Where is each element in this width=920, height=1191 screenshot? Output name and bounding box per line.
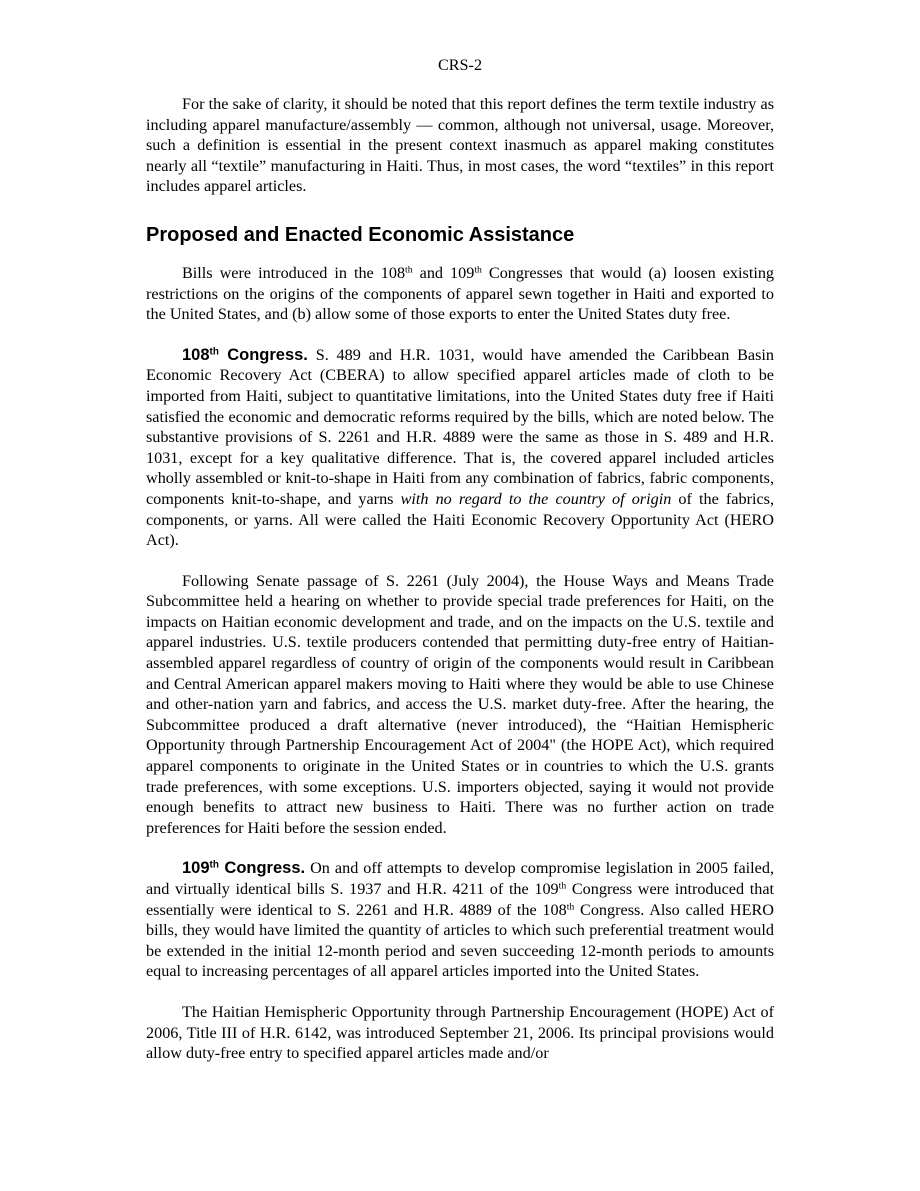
run-in-heading-109th (182, 859, 305, 877)
paragraph-bills-introduced (146, 263, 774, 325)
text-run: Congress. (218, 345, 308, 364)
run-in-heading-108th (182, 346, 308, 364)
text-run: S. 489 and H.R. 1031, would have amended the Caribbean Basin Economic Recovery Act (CBERA) to allow specified apparel articles made of cloth to be imported from Haiti, subject to quantitative limitations, into the United States duty free if Haiti satisfied the economic and democratic reforms required by the bills, which are noted below. The substantive provisions of S. 2261 and H.R. 4889 were the same as those in S. 489 and H.R. 1031, except for a key qualitative difference. That is, the covered apparel included articles wholly assembled or knit-to-shape in Haiti from any combination of fabrics, fabric components, components knit-to-shape, and yarns (146, 345, 774, 508)
text-run: Congress. (218, 859, 306, 878)
text-run: and 109 (412, 263, 475, 282)
text-run: Congresses that would (a) loosen existing restrictions on the origins of the components of apparel sewn together in Haiti and exported to the United States, and (b) allow some of those exports to enter the United States duty free. (146, 263, 775, 324)
paragraph-108th-congress (146, 345, 774, 551)
page-number-header: CRS-2 (437, 56, 483, 74)
superscript: th (405, 264, 413, 276)
text-run: Congress were introduced that essentially were identical to S. 2261 and H.R. 4889 of the 108 (146, 880, 775, 919)
italic-text: with no regard to the country of origin (400, 489, 672, 508)
paragraph-109th-congress (146, 858, 774, 982)
text-run: Bills were introduced in the 108 (182, 263, 406, 282)
superscript: th (209, 859, 219, 871)
document-page (146, 54, 774, 1084)
superscript: th (558, 880, 567, 892)
text-run: of the fabrics, components, or yarns. All were called the Haiti Economic Recovery Opportunity Act (HERO Act). (146, 489, 774, 550)
intro-paragraph: For the sake of clarity, it should be noted that this report defines the term textile industry as including apparel manufacture/assembly — common, although not universal, usage. Moreover, such a definition is essential in the present context inasmuch as apparel making constitutes nearly all “textile” manufacturing in Haiti. Thus, in most cases, the word “textiles” in this report includes apparel articles. (146, 95, 774, 196)
text-run: Congress. Also called HERO bills, they would have limited the quantity of articles to which such preferential treatment would be extended in the initial 12-month period and seven succeeding 12-month periods to amounts equal to increasing percentages of all apparel articles imported into the United States. (146, 900, 774, 981)
paragraph-hope-act-2006: The Haitian Hemispheric Opportunity through Partnership Encouragement (HOPE) Act of 2006, Title III of H.R. 6142, was introduced September 21, 2006. Its principal provisions would allow duty-free entry to specified apparel articles made and/or (146, 1002, 774, 1063)
text-run: 109 (182, 859, 210, 878)
paragraph-senate-passage: Following Senate passage of S. 2261 (July 2004), the House Ways and Means Trade Subcommittee held a hearing on whether to provide special trade preferences for Haiti, on the impacts on Haitian economic development and trade, and on the impacts on the U.S. textile and apparel industries. U.S. textile producers contended that permitting duty-free entry of Haitian-assembled apparel regardless of country of origin of the components would result in Caribbean and Central American apparel makers moving to Haiti where they would be able to use Chinese and other-nation yarn and fabrics, and access the U.S. market duty-free. After the hearing, the Subcommittee produced a draft alternative (never introduced), the “Haitian Hemispheric Opportunity through Partnership Encouragement Act of 2004" (the HOPE Act), which required apparel components to originate in the United States or in countries to which the U.S. grants trade preferences, with some exceptions. U.S. importers objected, saying it would not provide enough benefits to attract new business to Haiti. There was no further action on trade preferences for Haiti before the session ended. (146, 571, 774, 837)
superscript: th (209, 346, 219, 358)
section-heading: Proposed and Enacted Economic Assistance (146, 223, 575, 246)
text-run: 108 (182, 345, 210, 364)
superscript: th (566, 901, 575, 913)
superscript: th (474, 264, 482, 276)
text-run: On and off attempts to develop compromise legislation in 2005 failed, and virtually identical bills S. 1937 and H.R. 4211 of the 109 (146, 859, 774, 898)
